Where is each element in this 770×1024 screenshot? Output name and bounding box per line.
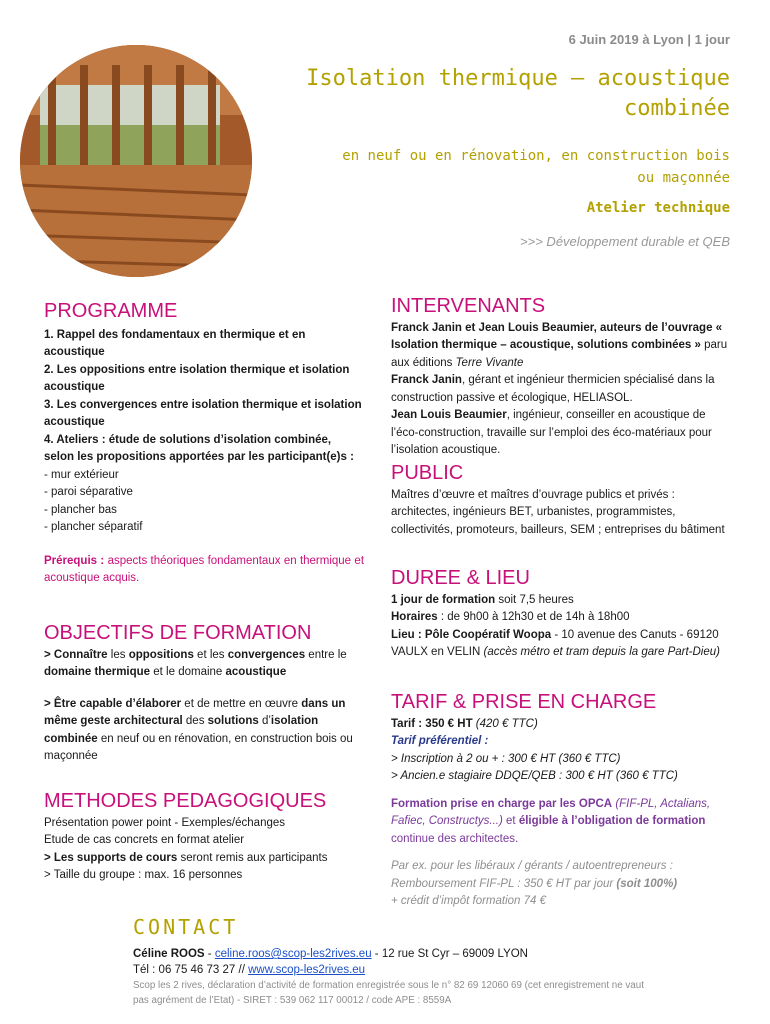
exemple-line: Remboursement FIF-PL : 350 € HT par jour (soit 100%) xyxy=(391,877,678,890)
methode-line: > Taille du groupe : max. 16 personnes xyxy=(44,869,243,881)
prerequis-text: aspects théoriques fondamentaux en thermique et acoustique acquis. xyxy=(44,554,365,584)
subtitle-line-2: ou maçonnée xyxy=(637,170,730,186)
tarif-option: > Inscription à 2 ou + : 300 € HT (360 € TTC) xyxy=(391,752,621,765)
opca-text: Formation prise en charge par les OPCA (FIF-PL, Actalians, Fafiec, Constructys...) et éligible à l’obligation de formation continue des architectes. xyxy=(391,797,711,845)
contact-line-1: Céline ROOS - celine.roos@scop-les2rives.eu - 12 rue St Cyr – 69009 LYON xyxy=(133,948,528,960)
objectif-1: > Connaître les oppositions et les convergences entre le domaine thermique et le domaine acoustique xyxy=(44,648,347,678)
programme-item-3: 3. Les convergences entre isolation thermique et isolation acoustique xyxy=(44,398,362,428)
exemple-line: Par ex. pour les libéraux / gérants / autoentrepreneurs : xyxy=(391,860,673,872)
tarif-preferentiel: Tarif préférentiel : xyxy=(391,735,489,747)
event-date: 6 Juin 2019 à Lyon | 1 jour xyxy=(568,32,730,47)
methodes-heading: METHODES PEDAGOGIQUES xyxy=(44,790,327,812)
public-text: Maîtres d’œuvre et maîtres d’ouvrage publics et privés : architectes, ingénieurs BET, urbanistes, programmistes, collectivités, promoteurs, bailleurs, SEM ; entreprises du bâtiment xyxy=(391,488,725,536)
programme-heading: PROGRAMME xyxy=(44,300,178,322)
prerequis xyxy=(44,553,364,588)
objectifs-heading: OBJECTIFS DE FORMATION xyxy=(44,622,312,644)
tarif-section xyxy=(391,691,731,911)
programme-section xyxy=(44,300,365,588)
intervenants-heading: INTERVENANTS xyxy=(391,295,546,317)
public-heading: PUBLIC xyxy=(391,462,464,484)
intervenants-section xyxy=(391,295,731,460)
contact-email-link[interactable]: celine.roos@scop-les2rives.eu xyxy=(214,948,372,960)
tarif-option: > Ancien.e stagiaire DDQE/QEB : 300 € HT (360 € TTC) xyxy=(391,770,678,782)
methode-line: Etude de cas concrets en format atelier xyxy=(44,834,245,846)
subtitle-line-1: en neuf ou en rénovation, en construction bois xyxy=(342,148,730,164)
intervenants-intro: Franck Janin et Jean Louis Beaumier, auteurs de l’ouvrage « Isolation thermique – acoustique, solutions combinées » paru aux éditions Terre Vivante xyxy=(391,321,728,369)
title-line-2: combinée xyxy=(624,96,730,121)
methode-line: Présentation power point - Exemples/échanges xyxy=(44,816,286,829)
tarif-line: Tarif : 350 € HT (420 € TTC) xyxy=(391,717,538,730)
programme-subitem: - mur extérieur xyxy=(44,468,119,481)
programme-item-4: 4. Ateliers : étude de solutions d’isolation combinée, selon les propositions apportées par les participant(e)s : xyxy=(44,433,354,463)
programme-subitem: - plancher séparatif xyxy=(44,521,143,533)
objectif-2: > Être capable d’élaborer et de mettre en œuvre dans un même geste architectural des solutions d’isolation combinée en neuf ou en rénovation, en construction bois ou maçonnée xyxy=(44,697,353,762)
interior-photo-illustration xyxy=(20,45,252,277)
duree-line: 1 jour de formation soit 7,5 heures xyxy=(391,593,574,606)
contact-heading: CONTACT xyxy=(133,915,239,939)
contact-name: Céline ROOS xyxy=(133,948,205,960)
duree-section xyxy=(391,567,731,662)
duree-heading: DUREE & LIEU xyxy=(391,567,530,589)
intervenant-franck: Franck Janin, gérant et ingénieur thermicien spécialisé dans la construction passive et écologique, HELIASOL. xyxy=(391,374,715,404)
legal-footer: Scop les 2 rives, déclaration d’activité de formation enregistrée sous le n° 82 69 12060 69 (cet enregistrement ne vaut pas agrément de l’Etat) - SIRET : 539 062 117 00012 / code APE : 8559A xyxy=(133,980,644,1006)
objectifs-section xyxy=(44,622,364,766)
methodes-section xyxy=(44,790,364,885)
tarif-heading: TARIF & PRISE EN CHARGE xyxy=(391,691,657,713)
page-subtitle xyxy=(270,145,730,189)
contact-block xyxy=(133,946,733,978)
programme-subitem: - paroi séparative xyxy=(44,486,133,498)
theme-label: >>> Développement durable et QEB xyxy=(520,234,730,249)
page-title xyxy=(250,64,730,124)
public-section xyxy=(391,462,731,539)
lieu-line: Lieu : Pôle Coopératif Woopa - 10 avenue des Canuts - 69120 VAULX en VELIN (accès métro et tram depuis la gare Part-Dieu) xyxy=(391,628,720,658)
exemple-line: + crédit d’impôt formation 74 € xyxy=(391,895,547,907)
methode-line: > Les supports de cours seront remis aux participants xyxy=(44,851,328,864)
horaires-line: Horaires : de 9h00 à 12h30 et de 14h à 18h00 xyxy=(391,611,630,623)
header-photo xyxy=(20,45,252,277)
contact-line-2: Tél : 06 75 46 73 27 // www.scop-les2rives.eu xyxy=(133,964,366,976)
website-link[interactable]: www.scop-les2rives.eu xyxy=(248,964,366,976)
prerequis-label: Prérequis : xyxy=(44,554,105,567)
programme-item-1: 1. Rappel des fondamentaux en thermique et en acoustique xyxy=(44,328,306,358)
programme-item-2: 2. Les oppositions entre isolation thermique et isolation acoustique xyxy=(44,363,350,393)
intervenant-jean-louis: Jean Louis Beaumier, ingénieur, conseiller en acoustique de l’éco-construction, travaille sur l’emploi des éco-matériaux pour l’isolation acoustique. xyxy=(391,409,712,456)
programme-subitem: - plancher bas xyxy=(44,503,117,516)
atelier-label: Atelier technique xyxy=(586,200,730,216)
title-line-1: Isolation thermique – acoustique xyxy=(306,66,730,91)
